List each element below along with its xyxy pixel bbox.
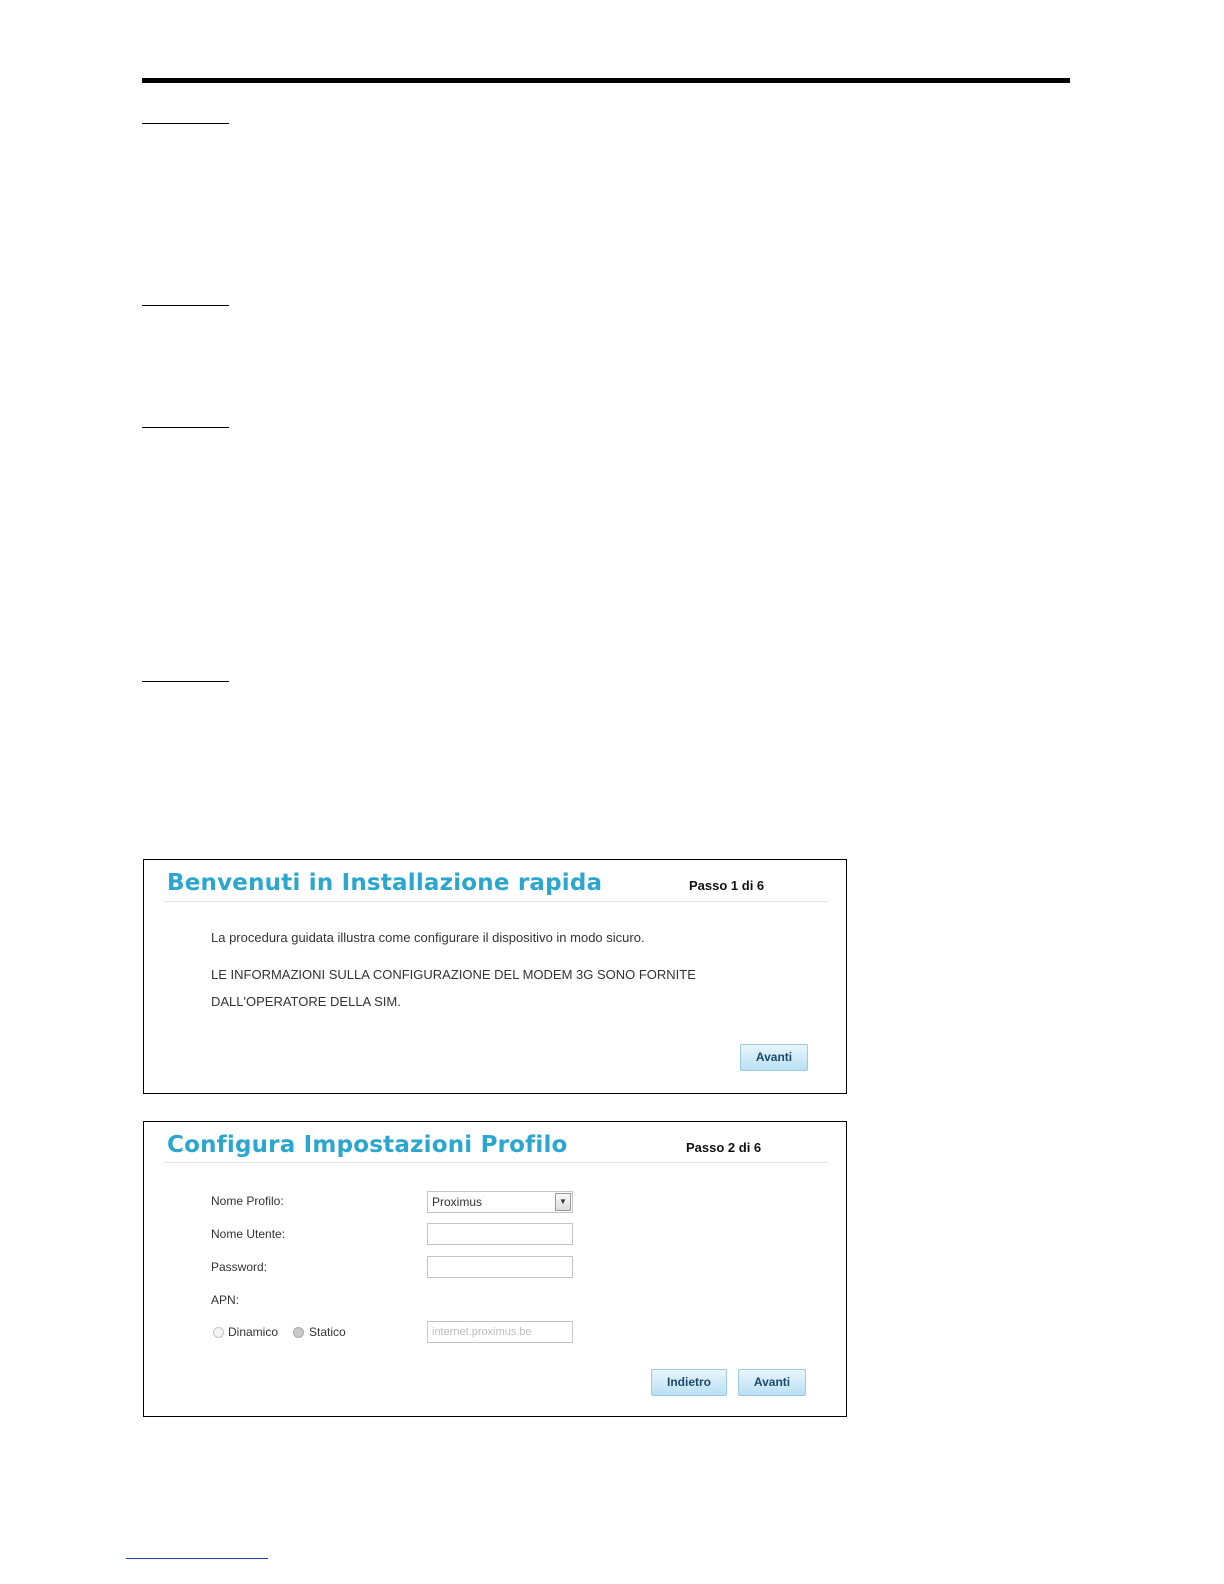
panel-title: Benvenuti in Installazione rapida	[167, 870, 603, 896]
title-divider	[164, 1162, 828, 1163]
profile-name-value: Proximus	[432, 1195, 483, 1209]
step-indicator: Passo 1 di 6	[689, 878, 765, 893]
info-text-line-2: DALL'OPERATORE DELLA SIM.	[211, 994, 401, 1009]
section-rule	[142, 427, 229, 428]
footer-link-underline	[126, 1558, 268, 1559]
next-button[interactable]: Avanti	[738, 1369, 806, 1396]
intro-text: La procedura guidata illustra come configurare il dispositivo in modo sicuro.	[211, 930, 645, 945]
password-input[interactable]	[427, 1256, 573, 1278]
username-label: Nome Utente:	[211, 1227, 286, 1241]
panel-title: Configura Impostazioni Profilo	[167, 1132, 568, 1158]
apn-static-label: Statico	[309, 1325, 346, 1339]
profile-name-select[interactable]	[427, 1191, 573, 1213]
apn-dynamic-label: Dinamico	[228, 1325, 279, 1339]
step-indicator: Passo 2 di 6	[686, 1140, 762, 1155]
next-button[interactable]: Avanti	[740, 1044, 808, 1071]
apn-dynamic-radio[interactable]	[213, 1327, 224, 1338]
quick-setup-welcome-panel	[143, 859, 847, 1094]
section-rule	[142, 305, 229, 306]
title-divider	[164, 901, 828, 902]
info-text-line-1: LE INFORMAZIONI SULLA CONFIGURAZIONE DEL MODEM 3G SONO FORNITE	[211, 967, 696, 982]
chevron-down-icon[interactable]: ▼	[555, 1193, 571, 1211]
username-input[interactable]	[427, 1223, 573, 1245]
profile-name-label: Nome Profilo:	[211, 1194, 284, 1208]
apn-static-radio[interactable]	[293, 1327, 304, 1338]
apn-label: APN:	[211, 1293, 240, 1307]
back-button[interactable]: Indietro	[651, 1369, 727, 1396]
section-rule	[142, 681, 229, 682]
apn-input[interactable]: internet.proximus.be	[427, 1321, 573, 1343]
profile-settings-panel	[143, 1121, 847, 1417]
header-rule	[142, 78, 1070, 83]
password-label: Password:	[211, 1260, 268, 1274]
section-rule	[142, 123, 229, 124]
